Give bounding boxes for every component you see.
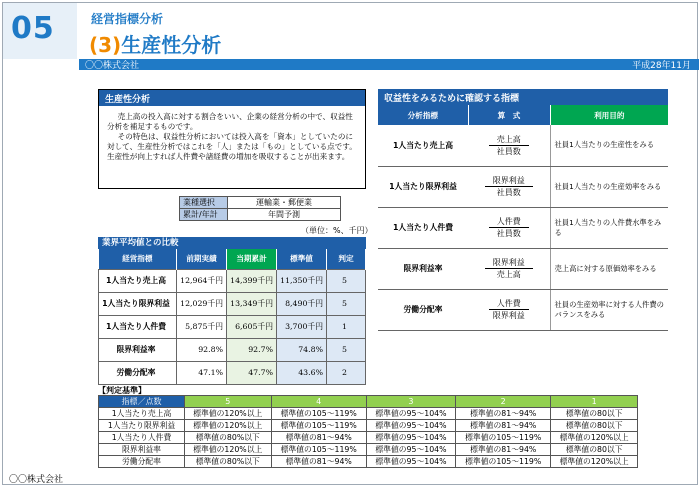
guide-indicator: 労働分配率 [378,289,468,330]
period-select-value[interactable]: 年間予測 [228,209,341,221]
table-row [99,361,366,384]
criteria-heading: 【判定基準】 [98,386,146,395]
header-company: 〇〇株式会社 [85,61,140,71]
numerator: 人件費 [489,216,529,228]
title-text: 生産性分析 [121,33,222,57]
criteria-cell: 標準値の120%以上 [185,408,272,420]
explanation-box [98,89,366,189]
criteria-name: 1人当たり人件費 [99,432,185,444]
col-header: 2 [456,396,551,408]
indicator-name: 1人当たり人件費 [99,315,177,338]
curr-value: 13,349千円 [227,292,277,315]
std-value: 74.8% [277,338,327,361]
purpose: 社員の生産効率に対する人件費のバランスをみる [550,289,668,330]
criteria-cell: 標準値の81～94% [456,444,551,456]
explanation-para-1: 売上高の投入高に対する割合をいい、企業の経営分析の中で、収益性分析を補足するものです。 [107,112,353,131]
header-date: 平成28年11月 [632,61,691,71]
criteria-cell: 標準値の81～94% [456,420,551,432]
criteria-cell: 標準値の105～119% [271,420,366,432]
selection-row [180,209,341,221]
grade-value: 5 [327,269,366,292]
col-header: 利用目的 [550,105,668,125]
criteria-cell: 標準値の105～119% [456,432,551,444]
std-value: 43.6% [277,361,327,384]
curr-value: 14,399千円 [227,269,277,292]
prev-value: 92.8% [177,338,227,361]
formula [468,289,550,330]
table-row [378,248,668,289]
comparison-table [98,249,366,385]
guide-heading: 収益性をみるために確認する指標 [378,89,668,105]
criteria-cell: 標準値の120%以上 [185,420,272,432]
col-header: 前期実績 [177,249,227,269]
comparison-header-row [99,249,366,269]
criteria-cell: 標準値の80以下 [551,444,638,456]
numerator: 限界利益 [485,257,533,269]
denominator: 社員数 [496,229,521,238]
footer-company: 〇〇株式会社 [9,475,64,485]
criteria-cell: 標準値の120%以上 [185,444,272,456]
purpose: 社員1人当たりの人件費水準をみる [550,207,668,248]
indicator-name: 1人当たり限界利益 [99,292,177,315]
formula [468,207,550,248]
grade-value: 5 [327,338,366,361]
denominator: 売上高 [496,270,521,279]
criteria-cell: 標準値の81～94% [456,408,551,420]
criteria-cell: 標準値の105～119% [271,444,366,456]
table-row [99,420,638,432]
explanation-text [99,106,365,162]
guide-header-row [378,105,668,125]
guide-indicator: 限界利益率 [378,248,468,289]
criteria-cell: 標準値の95～104% [366,444,455,456]
std-value: 11,350千円 [277,269,327,292]
header-bar [79,59,699,70]
table-row [99,432,638,444]
prev-value: 12,964千円 [177,269,227,292]
indicator-name: 1人当たり売上高 [99,269,177,292]
criteria-table [98,395,638,468]
denominator: 社員数 [496,146,521,156]
criteria-cell: 標準値の95～104% [366,432,455,444]
prev-value: 12,029千円 [177,292,227,315]
selection-key: 累計/年計 [180,209,228,221]
selection-table [179,196,341,221]
table-row [99,292,366,315]
page-header [3,3,697,59]
table-row [99,456,638,468]
curr-value: 6,605千円 [227,315,277,338]
unit-note: （単位：%、千円） [301,226,373,235]
criteria-cell: 標準値の80%以下 [185,456,272,468]
criteria-name: 1人当たり限界利益 [99,420,185,432]
table-row [378,289,668,330]
title-number: (3) [89,33,122,57]
criteria-cell: 標準値の81～94% [271,456,366,468]
page-title [89,29,221,58]
table-row [378,166,668,207]
criteria-cell: 標準値の105～119% [456,456,551,468]
table-row [99,444,638,456]
numerator: 人件費 [489,298,529,310]
col-header: 5 [185,396,272,408]
table-row [99,408,638,420]
col-header: 1 [551,396,638,408]
criteria-header-row [99,396,638,408]
col-header: 3 [366,396,455,408]
section-number: 05 [11,11,55,46]
industry-select-value[interactable]: 運輸業・郵便業 [228,197,341,209]
prev-value: 47.1% [177,361,227,384]
denominator: 限界利益 [492,311,525,320]
criteria-cell: 標準値の120%以上 [551,456,638,468]
criteria-name: 限界利益率 [99,444,185,456]
section-number-box [3,3,77,59]
criteria-cell: 標準値の95～104% [366,456,455,468]
explanation-para-2: その特色は、収益性分析においては投入高を「資本」としていたのに対して、生産性分析ではこれを「人」または「もの」としている点です。生産性が向上すれば人件費や諸経費の増加を吸収することが出来ます。 [107,132,357,161]
purpose: 売上高に対する原価効率をみる [550,248,668,289]
curr-value: 92.7% [227,338,277,361]
numerator: 限界利益 [485,175,533,187]
col-header: 指標／点数 [99,396,185,408]
criteria-name: 労働分配率 [99,456,185,468]
numerator: 売上高 [489,134,529,146]
grade-value: 2 [327,361,366,384]
criteria-cell: 標準値の105～119% [271,408,366,420]
comparison-heading: 業界平均値との比較 [98,237,366,249]
col-header: 4 [271,396,366,408]
formula [468,125,550,166]
col-header: 当期累計 [227,249,277,269]
guide-indicator: 1人当たり売上高 [378,125,468,166]
col-header: 算 式 [468,105,550,125]
col-header: 経営指標 [99,249,177,269]
col-header: 判定 [327,249,366,269]
curr-value: 47.7% [227,361,277,384]
criteria-cell: 標準値の80以下 [551,408,638,420]
table-row [99,315,366,338]
std-value: 3,700千円 [277,315,327,338]
formula [468,166,550,207]
std-value: 8,490千円 [277,292,327,315]
grade-value: 5 [327,292,366,315]
explanation-heading: 生産性分析 [99,90,365,106]
formula [468,248,550,289]
criteria-cell: 標準値の95～104% [366,408,455,420]
guide-indicator: 1人当たり人件費 [378,207,468,248]
criteria-cell: 標準値の81～94% [271,432,366,444]
table-row [378,125,668,166]
guide-indicator: 1人当たり限界利益 [378,166,468,207]
criteria-name: 1人当たり売上高 [99,408,185,420]
col-header: 分析指標 [378,105,468,125]
table-row [99,269,366,292]
grade-value: 1 [327,315,366,338]
section-subtitle: 経営指標分析 [91,12,164,26]
purpose: 社員1人当たりの生産効率をみる [550,166,668,207]
criteria-cell: 標準値の120%以上 [551,432,638,444]
guide-table [378,105,668,331]
criteria-cell: 標準値の80%以下 [185,432,272,444]
criteria-cell: 標準値の95～104% [366,420,455,432]
selection-key: 業種選択 [180,197,228,209]
purpose: 社員1人当たりの生産性をみる [550,125,668,166]
guide-box [378,89,668,331]
selection-row [180,197,341,209]
table-row [378,207,668,248]
table-row [99,338,366,361]
criteria-cell: 標準値の80以下 [551,420,638,432]
col-header: 標準値 [277,249,327,269]
denominator: 社員数 [496,188,521,197]
page-frame [2,2,698,485]
indicator-name: 労働分配率 [99,361,177,384]
prev-value: 5,875千円 [177,315,227,338]
indicator-name: 限界利益率 [99,338,177,361]
